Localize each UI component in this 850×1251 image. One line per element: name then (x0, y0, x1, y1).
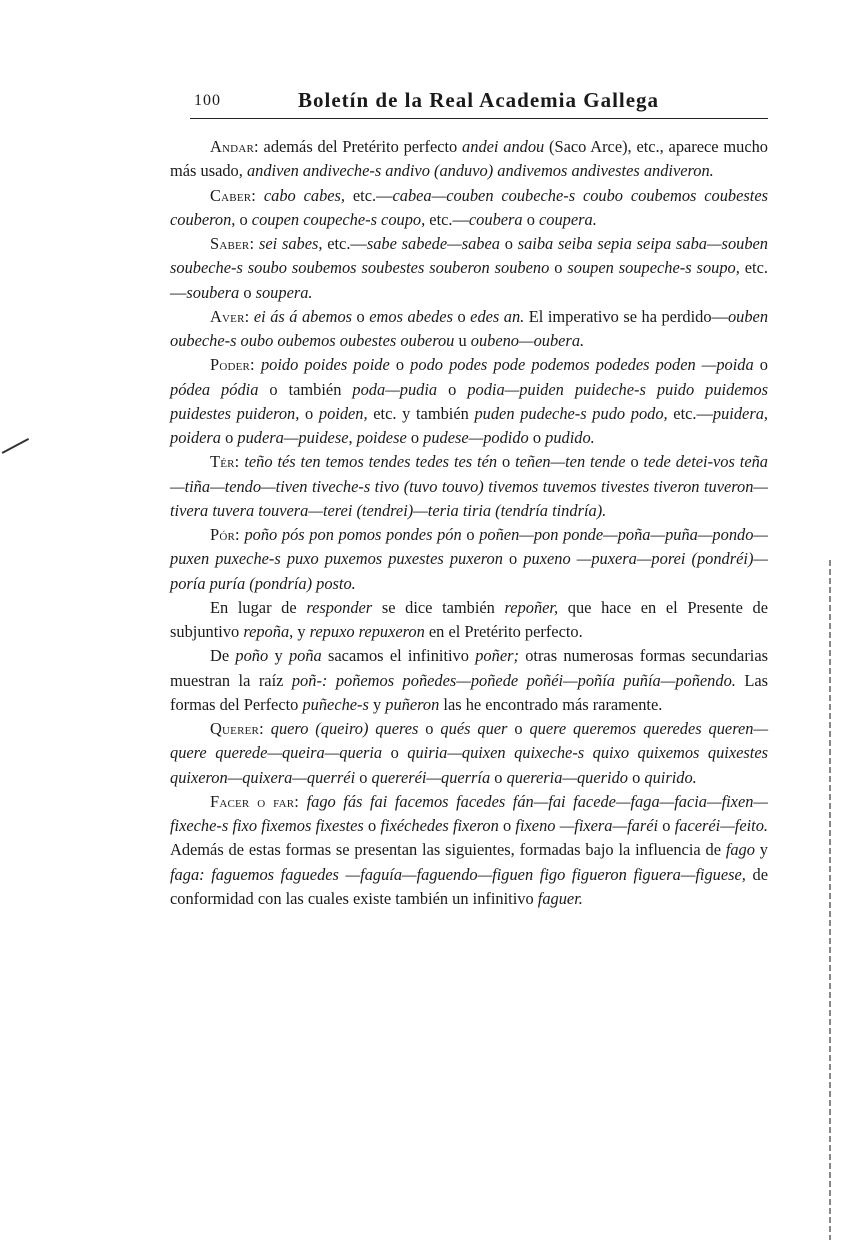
verb-form: saiba seiba sepia seipa saba—souben soubeche-s soubo soubemos soubestes souberon soubeno (170, 234, 768, 278)
text-run: sacamos el infinitivo (321, 646, 476, 666)
text-run: o (352, 306, 370, 326)
verb-form: soupen soupeche-s soupo, (567, 258, 740, 278)
text-run: (Saco Arce), etc., aparece mucho más usado, (170, 137, 768, 181)
verb-form: coupera. (539, 209, 597, 229)
verb-form: repuxo repuxeron (309, 622, 425, 641)
verb-form: poda—pudia (352, 379, 438, 399)
verb-form: tede detei-vos teña—tiña—tendo—tiven tiveche-s tivo (tuvo touvo) tivemos tuvemos tivestes tiveron tuveron—tivera tuvera touvera—terei (tendrei)—teria tiria (tendría tindría). (170, 452, 768, 520)
verb-heading: Caber: (210, 185, 257, 205)
verb-form: repoña, (243, 622, 294, 641)
verb-form: sabe sabede—sabea (366, 234, 500, 253)
verb-form: quero (queiro) queres (270, 719, 419, 738)
verb-form: coubera (468, 209, 523, 229)
text-run (256, 186, 264, 205)
text-run: en el Pretérito perfecto. (424, 622, 583, 641)
verb-heading: Querer: (210, 719, 264, 738)
text-run: y (368, 694, 386, 714)
verb-form: poño (235, 646, 269, 666)
text-run: En lugar de (210, 597, 307, 617)
verb-form: puxeno —puxera—porei (pondréi)—poría puría (pondría) posto. (170, 549, 768, 593)
text-run: etc.— (667, 403, 713, 423)
verb-heading: Poder: (210, 355, 255, 375)
verb-form: poñer; (475, 646, 519, 666)
verb-heading: Tér: (210, 452, 240, 472)
verb-form: pudido. (545, 428, 595, 447)
text-run: o (461, 525, 480, 544)
text-run: o (418, 719, 441, 738)
paragraph-facer (170, 790, 768, 911)
verb-form: coupen coupeche-s coupo, (251, 209, 426, 229)
text-run: o (363, 816, 381, 835)
text-run: o (753, 355, 768, 375)
verb-form: pudese—podido (423, 428, 529, 447)
verb-form: teño tés ten temos tendes tedes tes tén (244, 452, 498, 472)
verb-form: andiven andiveche-s andivo (anduvo) andivemos andivestes andiveron. (246, 161, 714, 181)
verb-form: puñeron (385, 694, 440, 714)
text-run: o (239, 282, 256, 302)
verb-heading: Aver: (210, 306, 250, 326)
page-number: 100 (194, 92, 221, 109)
verb-form: poño pós pon pomos pondes pón (244, 525, 462, 544)
verb-form: poñ-: poñemos poñedes—poñede poñéi—poñía puñía—poñendo. (291, 670, 736, 690)
verb-heading: Facer o far: (210, 791, 300, 811)
verb-form: poñen—pon ponde—poña—puña—pondo—puxen puxeche-s puxo puxemos puxestes puxeron (170, 525, 768, 569)
verb-heading: Pór: (210, 525, 240, 544)
verb-form: quiria—quixen quixeche-s quixo quixemos quixestes quixeron—quixera—querréi (170, 743, 768, 787)
text-run: o (406, 428, 424, 447)
text-run: además del Pretérito perfecto (258, 137, 463, 156)
verb-form: quereria—querido (506, 767, 628, 787)
text-run: etc.— (425, 209, 469, 229)
text-run: etc.— (345, 185, 393, 205)
text-run: o (549, 258, 568, 278)
text-run: y (268, 646, 289, 666)
text-run: Además de estas formas se presentan las siguientes, formadas bajo la influencia de (170, 840, 726, 860)
verb-form: faceréi—feito. (674, 816, 769, 835)
verb-form: pódea pódia (170, 379, 259, 399)
paragraph-caber (170, 184, 768, 233)
paragraph-andar (170, 135, 768, 184)
verb-form: cabea—couben coubeche-s coubo coubemos coubestes couberon, (170, 185, 768, 229)
text-run: de conformidad con las cuales existe también un infinitivo (170, 864, 769, 908)
text-run: o (299, 403, 319, 423)
verb-form: poido poides poide (260, 355, 390, 375)
paragraph-por (170, 523, 768, 596)
page-edge-shadow (829, 560, 831, 1240)
text-run: o (502, 549, 524, 569)
paragraph-poder (170, 353, 768, 450)
verb-form: fixeno —fixera—faréi (515, 816, 659, 835)
text-run: etc.— (170, 258, 768, 302)
verb-form: soupera. (255, 282, 313, 302)
text-run: etc. y también (367, 403, 475, 423)
text-run (264, 719, 271, 738)
text-run: o (507, 719, 530, 738)
verb-form: sei sabes, (258, 234, 323, 253)
verb-form: poña (288, 646, 322, 666)
text-run: o (499, 234, 518, 253)
paragraph-responder (170, 596, 768, 645)
verb-form: faguer. (537, 888, 583, 908)
text-run: Las formas del Perfecto (170, 670, 769, 714)
text-run: o (497, 452, 516, 472)
verb-form: faga: faguemos faguedes —faguía—faguendo—figuen figo figueron figuera—figuese, (170, 864, 746, 884)
text-run: etc.— (322, 234, 367, 253)
verb-form: responder (306, 597, 373, 617)
verb-form: oubeno—oubera. (470, 331, 585, 350)
verb-form: repoñer, (504, 597, 559, 617)
margin-pencil-mark (2, 438, 29, 453)
text-run: o también (258, 379, 353, 399)
verb-form: quere queremos queredes queren—quere querede—queira—queria (170, 719, 769, 763)
verb-heading: Andar: (210, 137, 259, 156)
verb-form: ei ás á abemos (253, 306, 353, 326)
paragraph-ter (170, 450, 768, 523)
running-header (190, 88, 768, 119)
verb-form: quirido. (644, 767, 697, 787)
verb-form: puden pudeche-s pudo podo, (474, 403, 668, 423)
text-run: De (210, 646, 236, 666)
text-run: o (627, 767, 645, 787)
text-run: se dice también (372, 597, 505, 617)
verb-form: poiden, (318, 403, 368, 423)
verb-form: pudera—puidese, poidese (237, 428, 407, 447)
text-run: o (452, 306, 471, 326)
verb-form: qués quer (440, 719, 508, 738)
paragraph-aver (170, 305, 768, 354)
text-run: que hace en el Presente de subjuntivo (170, 597, 768, 641)
verb-form: fago (725, 840, 755, 860)
text-run: El imperativo se ha perdido— (524, 306, 728, 326)
text-run: o (235, 209, 252, 229)
text-run: otras numerosas formas secundarias muestran la raíz (170, 646, 768, 690)
text-run: o (389, 355, 411, 375)
text-run: y (293, 622, 310, 641)
verb-form: ouben oubeche-s oubo oubemos oubestes ouberou (170, 306, 769, 350)
verb-form: quereréi—querría (371, 767, 491, 787)
verb-form: fago fás fai facemos facedes fán—fai facede—faga—facia—fixen—fixeche-s fixo fixemos fixestes (170, 791, 768, 835)
text-run: o (355, 767, 372, 787)
text-run: o (490, 767, 507, 787)
verb-form: edes an. (470, 306, 525, 326)
body-text (170, 135, 768, 911)
verb-form: teñen—ten tende (515, 452, 626, 472)
text-run: o (437, 379, 468, 399)
verb-form: emos abedes (369, 306, 453, 326)
verb-form: soubera (186, 282, 240, 302)
text-run: u (454, 331, 471, 350)
text-run: o (498, 816, 516, 835)
paragraph-saber (170, 232, 768, 305)
paragraph-poner (170, 644, 768, 717)
verb-form: puidera, poidera (170, 403, 768, 447)
text-run: o (625, 452, 644, 472)
verb-form: andei andou (462, 137, 545, 156)
text-run: o (522, 209, 540, 229)
text-run (299, 792, 307, 811)
verb-form: podo podes pode podemos podedes poden —poida (410, 355, 754, 375)
verb-form: cabo cabes, (263, 185, 346, 205)
verb-heading: Saber: (210, 234, 255, 253)
text-run: o (658, 816, 675, 835)
verb-form: fixéchedes fixeron (380, 816, 499, 835)
text-run: o (221, 428, 238, 447)
verb-form: podia—puiden puideche-s puido puidemos puidestes puideron, (170, 379, 768, 423)
verb-form: puñeche-s (302, 694, 369, 714)
journal-title: Boletín de la Real Academia Gallega (298, 88, 660, 112)
text-run: y (754, 840, 768, 860)
text-run: o (382, 743, 408, 763)
paragraph-querer (170, 717, 768, 790)
text-run: o (528, 428, 546, 447)
text-run: las he encontrado más raramente. (439, 694, 663, 714)
